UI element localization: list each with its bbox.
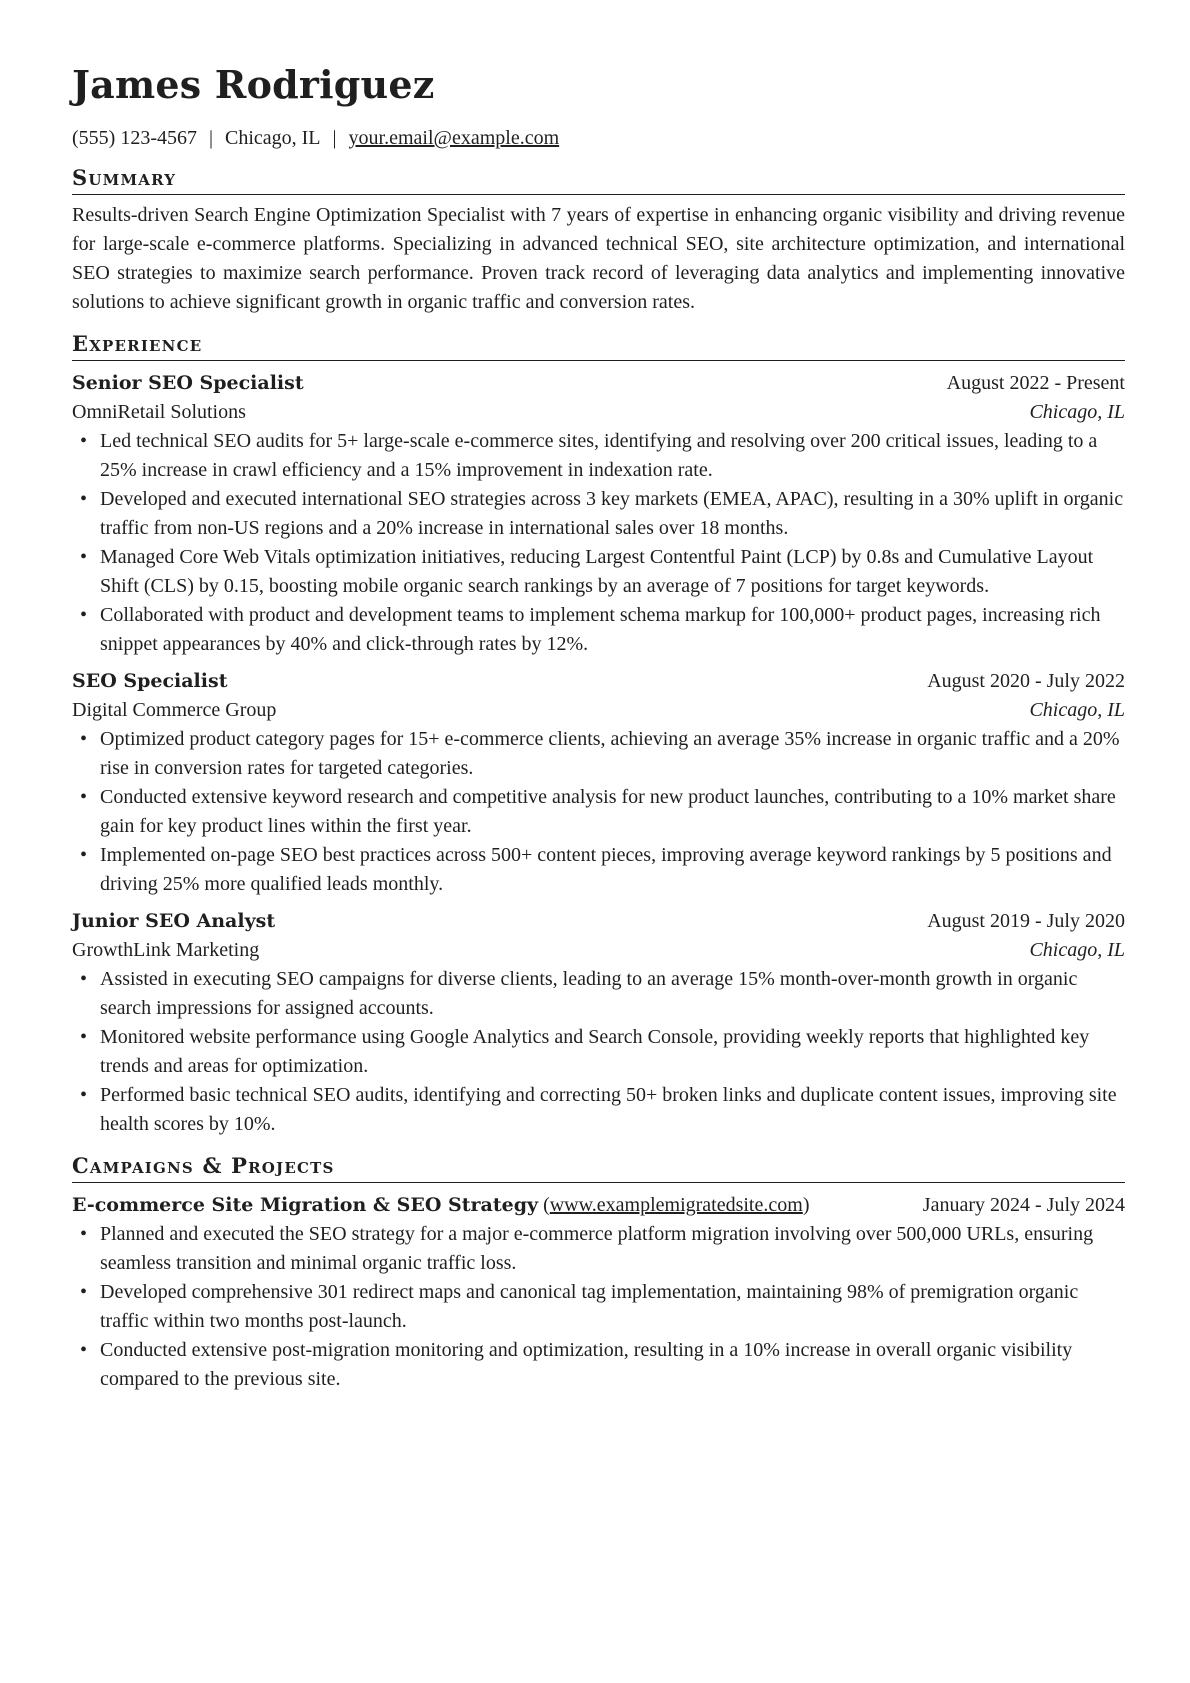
- job-entry: [72, 369, 1125, 659]
- job-bullets: [72, 725, 1125, 899]
- job-entry: [72, 667, 1125, 899]
- contact-separator: |: [208, 127, 213, 149]
- project-dates: January 2024 - July 2024: [922, 1194, 1125, 1216]
- bullet-item: [72, 965, 1125, 1023]
- job-header: [72, 369, 1125, 398]
- bullet-text: Optimized product category pages for 15+ e-commerce clients, achieving an average 35% increase in organic traffic and a 20% rise in conversion rates for targeted categories.: [100, 728, 1120, 779]
- bullet-text: Planned and executed the SEO strategy for a major e-commerce platform migration involving over 500,000 URLs, ensuring seamless transition and minimal organic traffic loss.: [100, 1223, 1094, 1274]
- bullet-text: Monitored website performance using Google Analytics and Search Console, providing weekly reports that highlighted key trends and areas for optimization.: [100, 1026, 1090, 1077]
- project-header: [72, 1191, 1125, 1220]
- contact-separator: |: [332, 127, 337, 149]
- job-location: Chicago, IL: [1029, 939, 1125, 961]
- bullet-item: [72, 783, 1125, 841]
- bullet-item: [72, 725, 1125, 783]
- phone-number: (555) 123-4567: [72, 127, 197, 149]
- job-company: GrowthLink Marketing: [72, 939, 260, 961]
- location: Chicago, IL: [225, 127, 321, 149]
- job-company: OmniRetail Solutions: [72, 401, 246, 423]
- bullet-text: Led technical SEO audits for 5+ large-scale e-commerce sites, identifying and resolving over 200 critical issues, leading to a 25% increase in crawl efficiency and a 15% improvement in indexation rate.: [100, 430, 1098, 481]
- bullet-dot-icon: •: [80, 786, 88, 808]
- job-title: Senior SEO Specialist: [72, 372, 304, 394]
- bullet-item: [72, 841, 1125, 899]
- bullet-dot-icon: •: [80, 1223, 88, 1245]
- job-bullets: [72, 965, 1125, 1139]
- summary-heading: Summary: [72, 165, 1125, 195]
- bullet-dot-icon: •: [80, 546, 88, 568]
- experience-list: [72, 369, 1125, 1139]
- experience-heading: Experience: [72, 331, 1125, 361]
- bullet-text: Managed Core Web Vitals optimization initiatives, reducing Largest Contentful Paint (LCP) by 0.8s and Cumulative Layout Shift (CLS) by 0.15, boosting mobile organic search rankings by an average of 7 positions for target keywords.: [100, 546, 1094, 597]
- bullet-text: Conducted extensive post-migration monitoring and optimization, resulting in a 10% increase in overall organic visibility compared to the previous site.: [100, 1339, 1073, 1390]
- bullet-item: [72, 1220, 1125, 1278]
- bullet-text: Developed comprehensive 301 redirect maps and canonical tag implementation, maintaining 98% of premigration organic traffic within two months post-launch.: [100, 1281, 1079, 1332]
- bullet-text: Conducted extensive keyword research and competitive analysis for new product launches, contributing to a 10% market share gain for key product lines within the first year.: [100, 786, 1116, 837]
- job-bullets: [72, 427, 1125, 659]
- bullet-dot-icon: •: [80, 1084, 88, 1106]
- bullet-item: [72, 1023, 1125, 1081]
- bullet-dot-icon: •: [80, 968, 88, 990]
- bullet-text: Performed basic technical SEO audits, identifying and correcting 50+ broken links and duplicate content issues, improving site health scores by 10%.: [100, 1084, 1117, 1135]
- bullet-item: [72, 601, 1125, 659]
- job-subheader: [72, 936, 1125, 965]
- job-subheader: [72, 696, 1125, 725]
- bullet-text: Developed and executed international SEO strategies across 3 key markets (EMEA, APAC), resulting in a 30% uplift in organic traffic from non-US regions and a 20% increase in international sales over 18 months.: [100, 488, 1124, 539]
- projects-heading: Campaigns & Projects: [72, 1153, 1125, 1183]
- job-dates: August 2019 - July 2020: [927, 910, 1125, 932]
- bullet-dot-icon: •: [80, 1026, 88, 1048]
- job-dates: August 2020 - July 2022: [927, 670, 1125, 692]
- email-link[interactable]: your.email@example.com: [348, 127, 560, 149]
- contact-line: [72, 125, 1125, 151]
- job-title: SEO Specialist: [72, 670, 228, 692]
- bullet-dot-icon: •: [80, 604, 88, 626]
- job-header: [72, 907, 1125, 936]
- project-title: E-commerce Site Migration & SEO Strategy: [72, 1194, 539, 1216]
- paren-open: (: [543, 1194, 550, 1216]
- project-bullets: [72, 1220, 1125, 1394]
- bullet-text: Collaborated with product and development teams to implement schema markup for 100,000+ product pages, increasing rich snippet appearances by 40% and click-through rates by 12%.: [100, 604, 1101, 655]
- bullet-dot-icon: •: [80, 1281, 88, 1303]
- project-link[interactable]: www.examplemigratedsite.com: [549, 1194, 803, 1216]
- candidate-name: James Rodriguez: [72, 62, 435, 107]
- bullet-dot-icon: •: [80, 1339, 88, 1361]
- job-company: Digital Commerce Group: [72, 699, 277, 721]
- bullet-dot-icon: •: [80, 844, 88, 866]
- projects-list: [72, 1191, 1125, 1394]
- bullet-item: [72, 543, 1125, 601]
- job-subheader: [72, 398, 1125, 427]
- job-header: [72, 667, 1125, 696]
- summary-text: Results-driven Search Engine Optimization Specialist with 7 years of expertise in enhancing organic visibility and driving revenue for large-scale e-commerce platforms. Specializing in advanced technical SEO, site architecture optimization, and international SEO strategies to maximize search performance. Proven track record of leveraging data analytics and implementing innovative solutions to achieve significant growth in organic traffic and conversion rates.: [72, 204, 1125, 313]
- job-title: Junior SEO Analyst: [72, 910, 276, 932]
- bullet-text: Implemented on-page SEO best practices across 500+ content pieces, improving average keyword rankings by 5 positions and driving 25% more qualified leads monthly.: [100, 844, 1112, 895]
- bullet-item: [72, 1081, 1125, 1139]
- bullet-dot-icon: •: [80, 488, 88, 510]
- job-dates: August 2022 - Present: [946, 372, 1125, 394]
- bullet-item: [72, 1336, 1125, 1394]
- bullet-dot-icon: •: [80, 430, 88, 452]
- bullet-item: [72, 427, 1125, 485]
- bullet-item: [72, 485, 1125, 543]
- paren-close: ): [802, 1194, 810, 1216]
- bullet-item: [72, 1278, 1125, 1336]
- bullet-dot-icon: •: [80, 728, 88, 750]
- project-entry: [72, 1191, 1125, 1394]
- job-location: Chicago, IL: [1029, 699, 1125, 721]
- project-title-line: [72, 1191, 809, 1220]
- bullet-text: Assisted in executing SEO campaigns for diverse clients, leading to an average 15% month-over-month growth in organic search impressions for assigned accounts.: [100, 968, 1078, 1019]
- job-location: Chicago, IL: [1029, 401, 1125, 423]
- project-link-wrap: [543, 1194, 809, 1216]
- job-entry: [72, 907, 1125, 1139]
